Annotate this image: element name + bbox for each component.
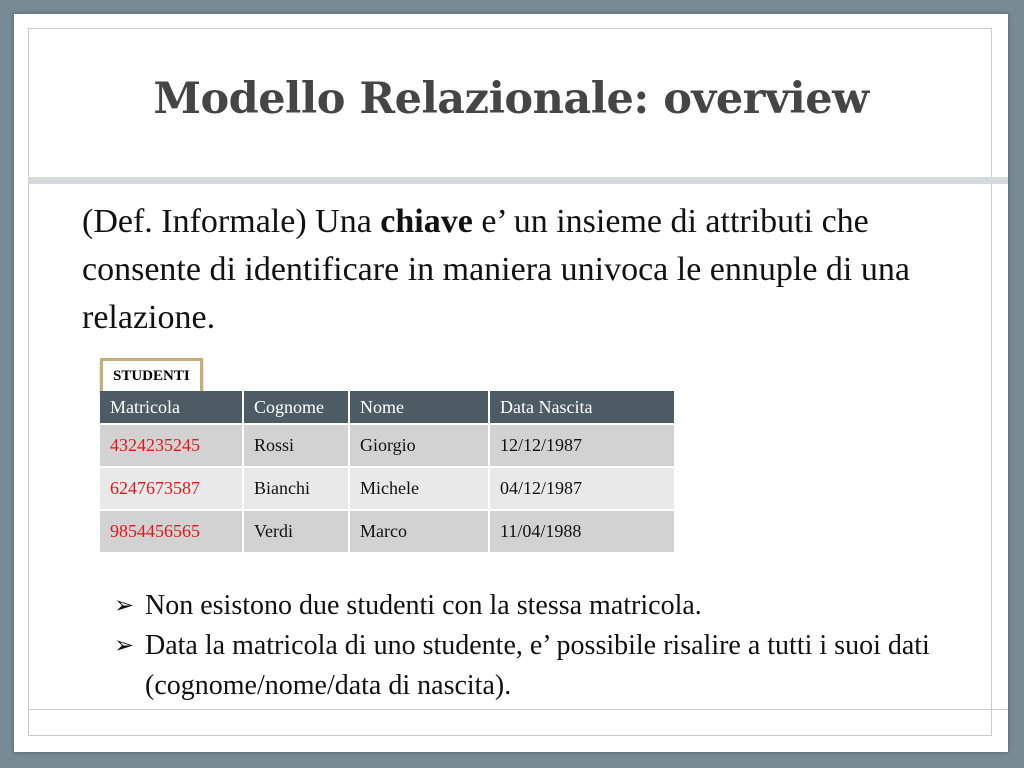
bullet-text: Data la matricola di uno studente, e’ possibile risalire a tutti i suoi dati (cognome/nome/data di nascita).: [145, 630, 930, 701]
bullet-list: [114, 586, 934, 706]
table-row: [100, 424, 674, 467]
slide-frame: [14, 14, 1008, 752]
cell-matricola: 9854456565: [100, 510, 243, 552]
bullet-item: [114, 586, 934, 626]
table-header-row: [100, 391, 674, 424]
slide-title: Modello Relazionale: overview: [153, 74, 869, 124]
definition-text: [82, 198, 942, 342]
footer-divider: [28, 709, 1008, 710]
table-row: [100, 510, 674, 552]
cell-nome: Marco: [349, 510, 489, 552]
bullet-item: [114, 626, 934, 706]
cell-matricola: 6247673587: [100, 467, 243, 510]
cell-data-nascita: 04/12/1987: [489, 467, 674, 510]
cell-data-nascita: 12/12/1987: [489, 424, 674, 467]
header-nome: Nome: [349, 391, 489, 424]
cell-cognome: Bianchi: [243, 467, 349, 510]
definition-after: e’ un insieme di attributi che consente di identificare in maniera univoca le ennuple di una relazione.: [82, 203, 910, 336]
header-data-nascita: Data Nascita: [489, 391, 674, 424]
header-matricola: Matricola: [100, 391, 243, 424]
studenti-table: [100, 391, 674, 552]
cell-matricola: 4324235245: [100, 424, 243, 467]
table-label: STUDENTI: [100, 358, 203, 394]
cell-nome: Giorgio: [349, 424, 489, 467]
arrow-bullet-icon: ➢: [114, 593, 135, 619]
table-row: [100, 467, 674, 510]
definition-keyword: chiave: [380, 203, 473, 240]
arrow-bullet-icon: ➢: [114, 633, 135, 659]
cell-cognome: Verdi: [243, 510, 349, 552]
title-divider: [28, 177, 1008, 184]
bullet-text: Non esistono due studenti con la stessa matricola.: [145, 590, 702, 621]
cell-nome: Michele: [349, 467, 489, 510]
cell-cognome: Rossi: [243, 424, 349, 467]
cell-data-nascita: 11/04/1988: [489, 510, 674, 552]
header-cognome: Cognome: [243, 391, 349, 424]
definition-before: (Def. Informale) Una: [82, 203, 381, 240]
